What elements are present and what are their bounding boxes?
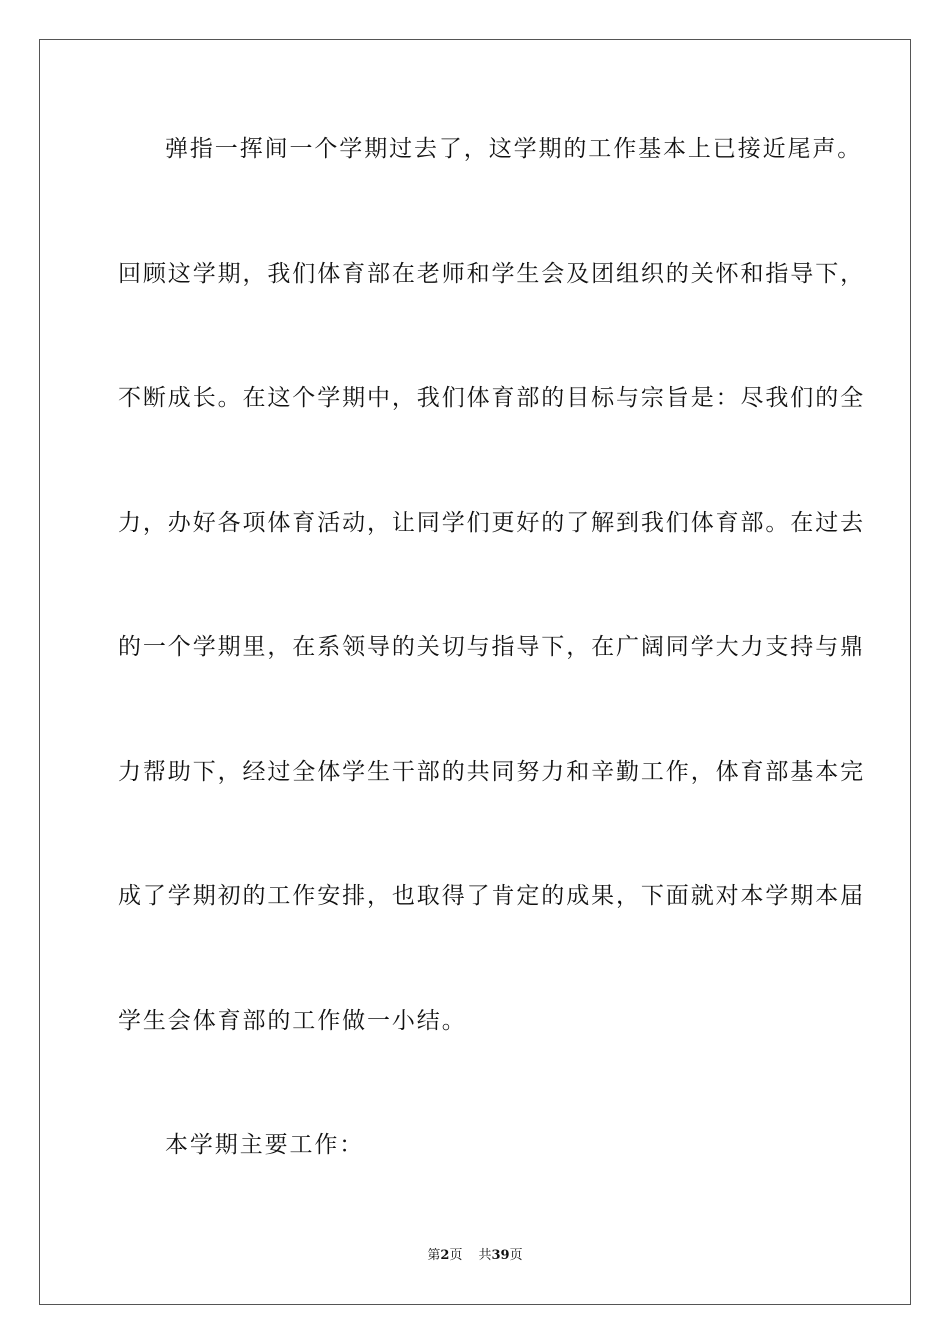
paragraph-line-4: 力，办好各项体育活动，让同学们更好的了解到我们体育部。在过去 — [118, 510, 865, 536]
paragraph-line-7: 成了学期初的工作安排，也取得了肯定的成果，下面就对本学期本届 — [118, 883, 865, 909]
total-suffix: 页 — [509, 1248, 523, 1263]
section-heading: 本学期主要工作： — [165, 1132, 365, 1158]
page-suffix: 页 — [449, 1248, 463, 1263]
total-prefix: 共 — [478, 1248, 492, 1263]
paragraph-line-8: 学生会体育部的工作做一小结。 — [118, 1008, 467, 1034]
paragraph-line-1: 弹指一挥间一个学期过去了，这学期的工作基本上已接近尾声。 — [165, 136, 863, 162]
total-pages: 39 — [491, 1248, 510, 1263]
page-number: 2 — [440, 1248, 450, 1263]
paragraph-line-3: 不断成长。在这个学期中，我们体育部的目标与宗旨是：尽我们的全 — [118, 385, 865, 411]
paragraph-line-6: 力帮助下，经过全体学生干部的共同努力和辛勤工作，体育部基本完 — [118, 759, 865, 785]
paragraph-line-5: 的一个学期里，在系领导的关切与指导下，在广阔同学大力支持与鼎 — [118, 634, 865, 660]
page-footer — [0, 1247, 950, 1265]
page-border — [39, 39, 911, 1305]
page-prefix: 第 — [427, 1248, 441, 1263]
paragraph-line-2: 回顾这学期，我们体育部在老师和学生会及团组织的关怀和指导下， — [118, 261, 865, 287]
